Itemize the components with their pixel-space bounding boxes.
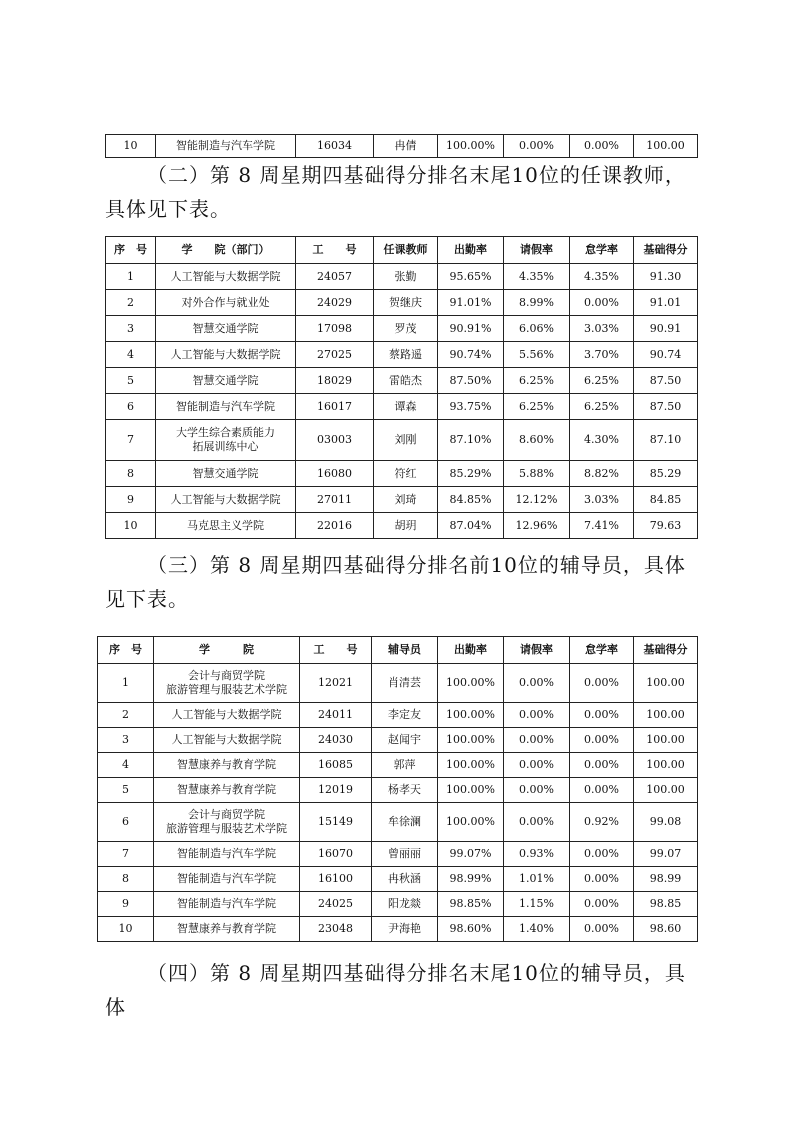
cell-attendance: 100.00%: [438, 664, 504, 703]
cell-score: 99.07: [634, 842, 698, 867]
cell-name: 冉秋涵: [372, 867, 438, 892]
section-2-heading: （二）第 8 周星期四基础得分排名末尾10位的任课教师，具体见下表。: [105, 163, 686, 221]
cell-truancy: 0.00%: [570, 290, 634, 316]
header-score: 基础得分: [634, 237, 698, 264]
header-leave: 请假率: [504, 637, 570, 664]
cell-attendance: 100.00%: [438, 803, 504, 842]
cell-attendance: 98.60%: [438, 917, 504, 942]
header-name: 任课教师: [374, 237, 438, 264]
cell-college: 智慧康养与教育学院: [154, 778, 300, 803]
cell-truancy: 4.35%: [570, 264, 634, 290]
cell-name: 刘刚: [374, 420, 438, 461]
table-row: [98, 728, 698, 753]
cell-truancy: 0.00%: [570, 703, 634, 728]
table-header-row: [106, 237, 698, 264]
cell-college: 人工智能与大数据学院: [156, 342, 296, 368]
table-row: [98, 842, 698, 867]
cell-score: 79.63: [634, 513, 698, 539]
cell-attendance: 87.04%: [438, 513, 504, 539]
cell-leave: 12.12%: [504, 487, 570, 513]
cell-leave: 0.00%: [504, 703, 570, 728]
cell-rank: 7: [98, 842, 154, 867]
header-leave: 请假率: [504, 237, 570, 264]
cell-staff-id: 24029: [296, 290, 374, 316]
cell-college: 人工智能与大数据学院: [156, 487, 296, 513]
cell-rank: 6: [106, 394, 156, 420]
cell-truancy: 0.00%: [570, 842, 634, 867]
cell-rank: 10: [106, 513, 156, 539]
cell-college: 智慧交通学院: [156, 461, 296, 487]
cell-rank: 8: [98, 867, 154, 892]
cell-leave: 5.56%: [504, 342, 570, 368]
table-row: [106, 420, 698, 461]
cell-staff-id: 15149: [300, 803, 372, 842]
cell-name: 符红: [374, 461, 438, 487]
cell-attendance: 84.85%: [438, 487, 504, 513]
cell-college: 人工智能与大数据学院: [154, 728, 300, 753]
cell-score: 100.00: [634, 753, 698, 778]
header-truancy: 怠学率: [570, 237, 634, 264]
cell-name: 肖清芸: [372, 664, 438, 703]
header-staff-id: 工 号: [300, 637, 372, 664]
cell-college: 马克思主义学院: [156, 513, 296, 539]
cell-staff-id: 16100: [300, 867, 372, 892]
cell-attendance: 90.74%: [438, 342, 504, 368]
cell-college: 智能制造与汽车学院: [156, 135, 296, 158]
section-3-heading: （三）第 8 周星期四基础得分排名前10位的辅导员，具体见下表。: [105, 553, 686, 611]
table-row: [98, 803, 698, 842]
cell-college: 智慧康养与教育学院: [154, 753, 300, 778]
table-row: [106, 368, 698, 394]
cell-attendance: 100.00%: [438, 753, 504, 778]
cell-college: 智能制造与汽车学院: [154, 867, 300, 892]
cell-rank: 5: [106, 368, 156, 394]
header-score: 基础得分: [634, 637, 698, 664]
cell-truancy: 3.70%: [570, 342, 634, 368]
cell-leave: 8.99%: [504, 290, 570, 316]
cell-rank: 9: [98, 892, 154, 917]
header-rank: 序 号: [106, 237, 156, 264]
cell-name: 郭萍: [372, 753, 438, 778]
cell-rank: 6: [98, 803, 154, 842]
cell-staff-id: 17098: [296, 316, 374, 342]
cell-leave: 4.35%: [504, 264, 570, 290]
cell-rank: 9: [106, 487, 156, 513]
cell-truancy: 3.03%: [570, 316, 634, 342]
cell-attendance: 100.00%: [438, 728, 504, 753]
table-row: [98, 867, 698, 892]
cell-rank: 4: [106, 342, 156, 368]
cell-score: 100.00: [634, 778, 698, 803]
cell-rank: 5: [98, 778, 154, 803]
cell-staff-id: 12019: [300, 778, 372, 803]
cell-truancy: 0.00%: [570, 135, 634, 158]
cell-score: 87.50: [634, 368, 698, 394]
cell-truancy: 0.00%: [570, 753, 634, 778]
cell-leave: 0.00%: [504, 728, 570, 753]
cell-leave: 0.00%: [504, 778, 570, 803]
cell-score: 98.99: [634, 867, 698, 892]
table-row: [98, 917, 698, 942]
cell-staff-id: 24030: [300, 728, 372, 753]
cell-score: 91.30: [634, 264, 698, 290]
table-row: [106, 316, 698, 342]
cell-score: 84.85: [634, 487, 698, 513]
cell-leave: 6.25%: [504, 394, 570, 420]
cell-score: 100.00: [634, 703, 698, 728]
cell-leave: 5.88%: [504, 461, 570, 487]
cell-attendance: 95.65%: [438, 264, 504, 290]
cell-truancy: 6.25%: [570, 394, 634, 420]
cell-name: 张勤: [374, 264, 438, 290]
cell-staff-id: 23048: [300, 917, 372, 942]
cell-attendance: 98.99%: [438, 867, 504, 892]
table-row: [106, 394, 698, 420]
cell-attendance: 87.50%: [438, 368, 504, 394]
cell-name: 阳龙燚: [372, 892, 438, 917]
cell-attendance: 100.00%: [438, 135, 504, 158]
cell-score: 100.00: [634, 664, 698, 703]
table-row: [106, 487, 698, 513]
cell-staff-id: 24057: [296, 264, 374, 290]
cell-rank: 2: [106, 290, 156, 316]
cell-staff-id: 24025: [300, 892, 372, 917]
cell-score: 98.85: [634, 892, 698, 917]
cell-score: 99.08: [634, 803, 698, 842]
bottom-teachers-table: [105, 236, 698, 539]
cell-staff-id: 12021: [300, 664, 372, 703]
cell-staff-id: 27011: [296, 487, 374, 513]
table-row: [106, 135, 698, 158]
cell-score: 100.00: [634, 135, 698, 158]
cell-score: 87.10: [634, 420, 698, 461]
cell-college: 会计与商贸学院 旅游管理与服装艺术学院: [154, 664, 300, 703]
cell-truancy: 0.92%: [570, 803, 634, 842]
cell-truancy: 0.00%: [570, 867, 634, 892]
cell-truancy: 4.30%: [570, 420, 634, 461]
cell-leave: 8.60%: [504, 420, 570, 461]
cell-leave: 0.93%: [504, 842, 570, 867]
cell-college: 人工智能与大数据学院: [156, 264, 296, 290]
cell-college: 大学生综合素质能力 拓展训练中心: [156, 420, 296, 461]
table-row: [98, 664, 698, 703]
cell-leave: 1.01%: [504, 867, 570, 892]
cell-attendance: 93.75%: [438, 394, 504, 420]
cell-college: 智能制造与汽车学院: [154, 892, 300, 917]
cell-college: 智慧康养与教育学院: [154, 917, 300, 942]
cell-staff-id: 27025: [296, 342, 374, 368]
cell-attendance: 100.00%: [438, 703, 504, 728]
cell-name: 赵闻宇: [372, 728, 438, 753]
cell-rank: 4: [98, 753, 154, 778]
cell-name: 蔡路遥: [374, 342, 438, 368]
cell-rank: 1: [98, 664, 154, 703]
cell-rank: 7: [106, 420, 156, 461]
cell-college: 智慧交通学院: [156, 368, 296, 394]
cell-rank: 2: [98, 703, 154, 728]
header-rank: 序 号: [98, 637, 154, 664]
cell-attendance: 91.01%: [438, 290, 504, 316]
cell-score: 85.29: [634, 461, 698, 487]
cell-truancy: 0.00%: [570, 892, 634, 917]
cell-leave: 6.25%: [504, 368, 570, 394]
cell-truancy: 0.00%: [570, 664, 634, 703]
cell-name: 冉倩: [374, 135, 438, 158]
table-row: [98, 703, 698, 728]
cell-college: 人工智能与大数据学院: [154, 703, 300, 728]
cell-score: 87.50: [634, 394, 698, 420]
header-truancy: 怠学率: [570, 637, 634, 664]
cell-name: 牟徐澜: [372, 803, 438, 842]
cell-score: 100.00: [634, 728, 698, 753]
header-attendance: 出勤率: [438, 237, 504, 264]
header-college: 学 院（部门）: [156, 237, 296, 264]
cell-leave: 12.96%: [504, 513, 570, 539]
table-row: [106, 290, 698, 316]
cell-staff-id: 16085: [300, 753, 372, 778]
cell-rank: 8: [106, 461, 156, 487]
top-counselors-table: [97, 636, 698, 942]
cell-truancy: 0.00%: [570, 778, 634, 803]
cell-staff-id: 16070: [300, 842, 372, 867]
cell-score: 90.74: [634, 342, 698, 368]
cell-leave: 0.00%: [504, 803, 570, 842]
cell-attendance: 98.85%: [438, 892, 504, 917]
header-staff-id: 工 号: [296, 237, 374, 264]
cell-attendance: 85.29%: [438, 461, 504, 487]
cell-name: 曾丽丽: [372, 842, 438, 867]
cell-rank: 3: [106, 316, 156, 342]
table-row: [106, 513, 698, 539]
cell-leave: 0.00%: [504, 664, 570, 703]
cell-staff-id: 16080: [296, 461, 374, 487]
cell-rank: 10: [98, 917, 154, 942]
cell-college: 智能制造与汽车学院: [154, 842, 300, 867]
cell-college: 智能制造与汽车学院: [156, 394, 296, 420]
cell-name: 尹海艳: [372, 917, 438, 942]
cell-truancy: 0.00%: [570, 728, 634, 753]
cell-staff-id: 16017: [296, 394, 374, 420]
cell-attendance: 99.07%: [438, 842, 504, 867]
cell-college: 对外合作与就业处: [156, 290, 296, 316]
cell-staff-id: 22016: [296, 513, 374, 539]
cell-leave: 1.15%: [504, 892, 570, 917]
cell-score: 98.60: [634, 917, 698, 942]
previous-table-tail: [105, 134, 698, 158]
cell-name: 雷皓杰: [374, 368, 438, 394]
table-row: [98, 892, 698, 917]
cell-leave: 0.00%: [504, 135, 570, 158]
cell-name: 刘琦: [374, 487, 438, 513]
cell-rank: 3: [98, 728, 154, 753]
header-college: 学 院: [154, 637, 300, 664]
cell-name: 杨孝天: [372, 778, 438, 803]
cell-name: 贺继庆: [374, 290, 438, 316]
cell-rank: 1: [106, 264, 156, 290]
header-attendance: 出勤率: [438, 637, 504, 664]
cell-score: 91.01: [634, 290, 698, 316]
cell-rank: 10: [106, 135, 156, 158]
cell-attendance: 90.91%: [438, 316, 504, 342]
cell-leave: 0.00%: [504, 753, 570, 778]
cell-name: 胡玥: [374, 513, 438, 539]
cell-truancy: 8.82%: [570, 461, 634, 487]
cell-staff-id: 03003: [296, 420, 374, 461]
header-name: 辅导员: [372, 637, 438, 664]
cell-truancy: 6.25%: [570, 368, 634, 394]
cell-leave: 6.06%: [504, 316, 570, 342]
cell-college: 智慧交通学院: [156, 316, 296, 342]
cell-name: 罗茂: [374, 316, 438, 342]
cell-truancy: 7.41%: [570, 513, 634, 539]
cell-truancy: 3.03%: [570, 487, 634, 513]
cell-staff-id: 18029: [296, 368, 374, 394]
cell-college: 会计与商贸学院 旅游管理与服装艺术学院: [154, 803, 300, 842]
cell-name: 谭森: [374, 394, 438, 420]
cell-score: 90.91: [634, 316, 698, 342]
table-row: [106, 461, 698, 487]
cell-staff-id: 24011: [300, 703, 372, 728]
cell-name: 李定友: [372, 703, 438, 728]
cell-attendance: 87.10%: [438, 420, 504, 461]
cell-leave: 1.40%: [504, 917, 570, 942]
cell-staff-id: 16034: [296, 135, 374, 158]
table-row: [98, 753, 698, 778]
table-row: [98, 778, 698, 803]
section-4-heading: （四）第 8 周星期四基础得分排名末尾10位的辅导员，具体: [105, 961, 686, 1019]
table-header-row: [98, 637, 698, 664]
cell-truancy: 0.00%: [570, 917, 634, 942]
table-row: [106, 264, 698, 290]
cell-attendance: 100.00%: [438, 778, 504, 803]
table-row: [106, 342, 698, 368]
